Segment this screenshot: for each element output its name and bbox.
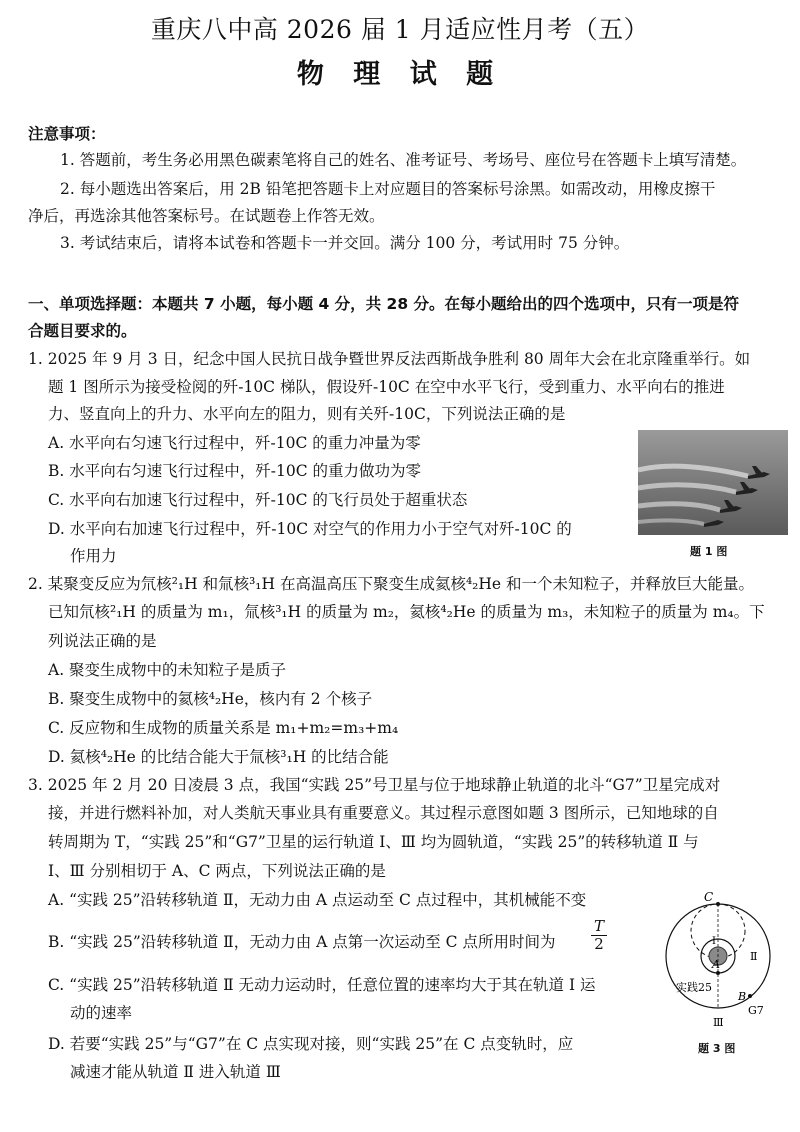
q3-stem: 转周期为 T，“实践 25”和“G7”卫星的运行轨道 Ⅰ、Ⅲ 均为圆轨道，“实践 25”的转移轨道 Ⅱ 与 xyxy=(48,833,699,851)
q3-option-c-cont: 动的速率 xyxy=(70,1004,133,1022)
q2-stem: 列说法正确的是 xyxy=(48,632,157,650)
notes-item-1: 1. 答题前，考生务必用黑色碳素笔将自己的姓名、准考证号、考场号、座位号在答题卡上填写清楚。 xyxy=(60,151,747,169)
q2-stem: 已知氘核²₁H 的质量为 m₁，氚核³₁H 的质量为 m₂，氦核⁴₂He 的质量为 m₃，未知粒子的质量为 m₄。下 xyxy=(48,603,765,621)
q3-option-d-cont: 减速才能从轨道 Ⅱ 进入轨道 Ⅲ xyxy=(70,1063,281,1081)
label-c: C xyxy=(704,890,714,904)
label-g7: G7 xyxy=(748,1004,764,1017)
q2-option-d: D. 氦核⁴₂He 的比结合能大于氚核³₁H 的比结合能 xyxy=(48,748,389,766)
q3-figure-caption: 题 3 图 xyxy=(698,1042,736,1055)
fraction-numerator: T xyxy=(591,918,607,936)
fraction-denominator: 2 xyxy=(594,935,604,953)
label-a: A xyxy=(712,958,720,971)
q3-option-b: B. “实践 25”沿转移轨道 Ⅱ，无动力由 A 点第一次运动至 C 点所用时间为 xyxy=(48,933,556,951)
section-1-heading: 一、单项选择题：本题共 7 小题，每小题 4 分，共 28 分。在每小题给出的四个选项中，只有一项是符 xyxy=(28,295,740,313)
q3-stem: 3. 2025 年 2 月 20 日凌晨 3 点，我国“实践 25”号卫星与位于地球静止轨道的北斗“G7”卫星完成对 xyxy=(28,776,721,794)
q1-stem: 题 1 图所示为接受检阅的歼-10C 梯队，假设歼-10C 在空中水平飞行，受到重力、水平向右的推进 xyxy=(48,378,725,396)
q2-option-c: C. 反应物和生成物的质量关系是 m₁+m₂=m₃+m₄ xyxy=(48,719,399,737)
q3-stem: 接，并进行燃料补加，对人类航天事业具有重要意义。其过程示意图如题 3 图所示，已知地球的自 xyxy=(48,804,719,822)
notes-item-2: 2. 每小题选出答案后，用 2B 铅笔把答题卡上对应题目的答案标号涂黑。如需改动，用橡皮擦干 xyxy=(60,180,716,198)
q2-stem: 2. 某聚变反应为氘核²₁H 和氚核³₁H 在高温高压下聚变生成氦核⁴₂He 和一个未知粒子，并释放巨大能量。 xyxy=(28,575,755,593)
q3-option-d: D. 若要“实践 25”与“G7”在 C 点实现对接，则“实践 25”在 C 点变轨时，应 xyxy=(48,1035,574,1053)
q1-stem: 1. 2025 年 9 月 3 日，纪念中国人民抗日战争暨世界反法西斯战争胜利 80 周年大会在北京隆重举行。如 xyxy=(28,350,751,368)
q1-figure-caption: 题 1 图 xyxy=(690,545,728,558)
q3-stem: Ⅰ、Ⅲ 分别相切于 A、C 两点，下列说法正确的是 xyxy=(48,862,386,880)
notes-item-2-cont: 净后，再选涂其他答案标号。在试题卷上作答无效。 xyxy=(28,207,385,225)
orbit-diagram xyxy=(662,884,786,1030)
q3-option-c: C. “实践 25”沿转移轨道 Ⅱ 无动力运动时，任意位置的速率均大于其在轨道 Ⅰ 运 xyxy=(48,976,596,994)
q1-option-d: D. 水平向右加速飞行过程中，歼-10C 对空气的作用力小于空气对歼-10C 的 xyxy=(48,520,572,538)
exam-title: 重庆八中高 2026 届 1 月适应性月考（五） xyxy=(150,15,650,44)
q1-option-a: A. 水平向右匀速飞行过程中，歼-10C 的重力冲量为零 xyxy=(48,434,421,452)
q2-option-b: B. 聚变生成物中的氦核⁴₂He，核内有 2 个核子 xyxy=(48,690,373,708)
label-orbit-i: Ⅰ xyxy=(712,936,716,947)
label-orbit-ii: Ⅱ xyxy=(750,950,758,963)
label-shijian25: 实践25 xyxy=(676,981,712,994)
q3-option-b-fraction xyxy=(591,918,607,953)
label-orbit-iii: Ⅲ xyxy=(713,1016,724,1029)
q2-option-a: A. 聚变生成物中的未知粒子是质子 xyxy=(48,661,287,679)
q3-option-a: A. “实践 25”沿转移轨道 Ⅱ，无动力由 A 点运动至 C 点过程中，其机械能不变 xyxy=(48,891,587,909)
q1-option-c: C. 水平向右加速飞行过程中，歼-10C 的飞行员处于超重状态 xyxy=(48,491,468,509)
notes-heading: 注意事项： xyxy=(28,125,106,143)
section-1-heading-cont: 合题目要求的。 xyxy=(28,322,137,340)
label-b: B xyxy=(738,990,747,1003)
q1-stem: 力、竖直向上的升力、水平向左的阻力，则有关歼-10C，下列说法正确的是 xyxy=(48,405,566,423)
q1-option-d-cont: 作用力 xyxy=(70,547,117,565)
notes-item-3: 3. 考试结束后，请将本试卷和答题卡一并交回。满分 100 分，考试用时 75 分钟。 xyxy=(60,234,630,252)
subject-title: 物 理 试 题 xyxy=(296,59,504,90)
jets-formation-photo xyxy=(638,430,788,535)
q1-option-b: B. 水平向右匀速飞行过程中，歼-10C 的重力做功为零 xyxy=(48,462,421,480)
